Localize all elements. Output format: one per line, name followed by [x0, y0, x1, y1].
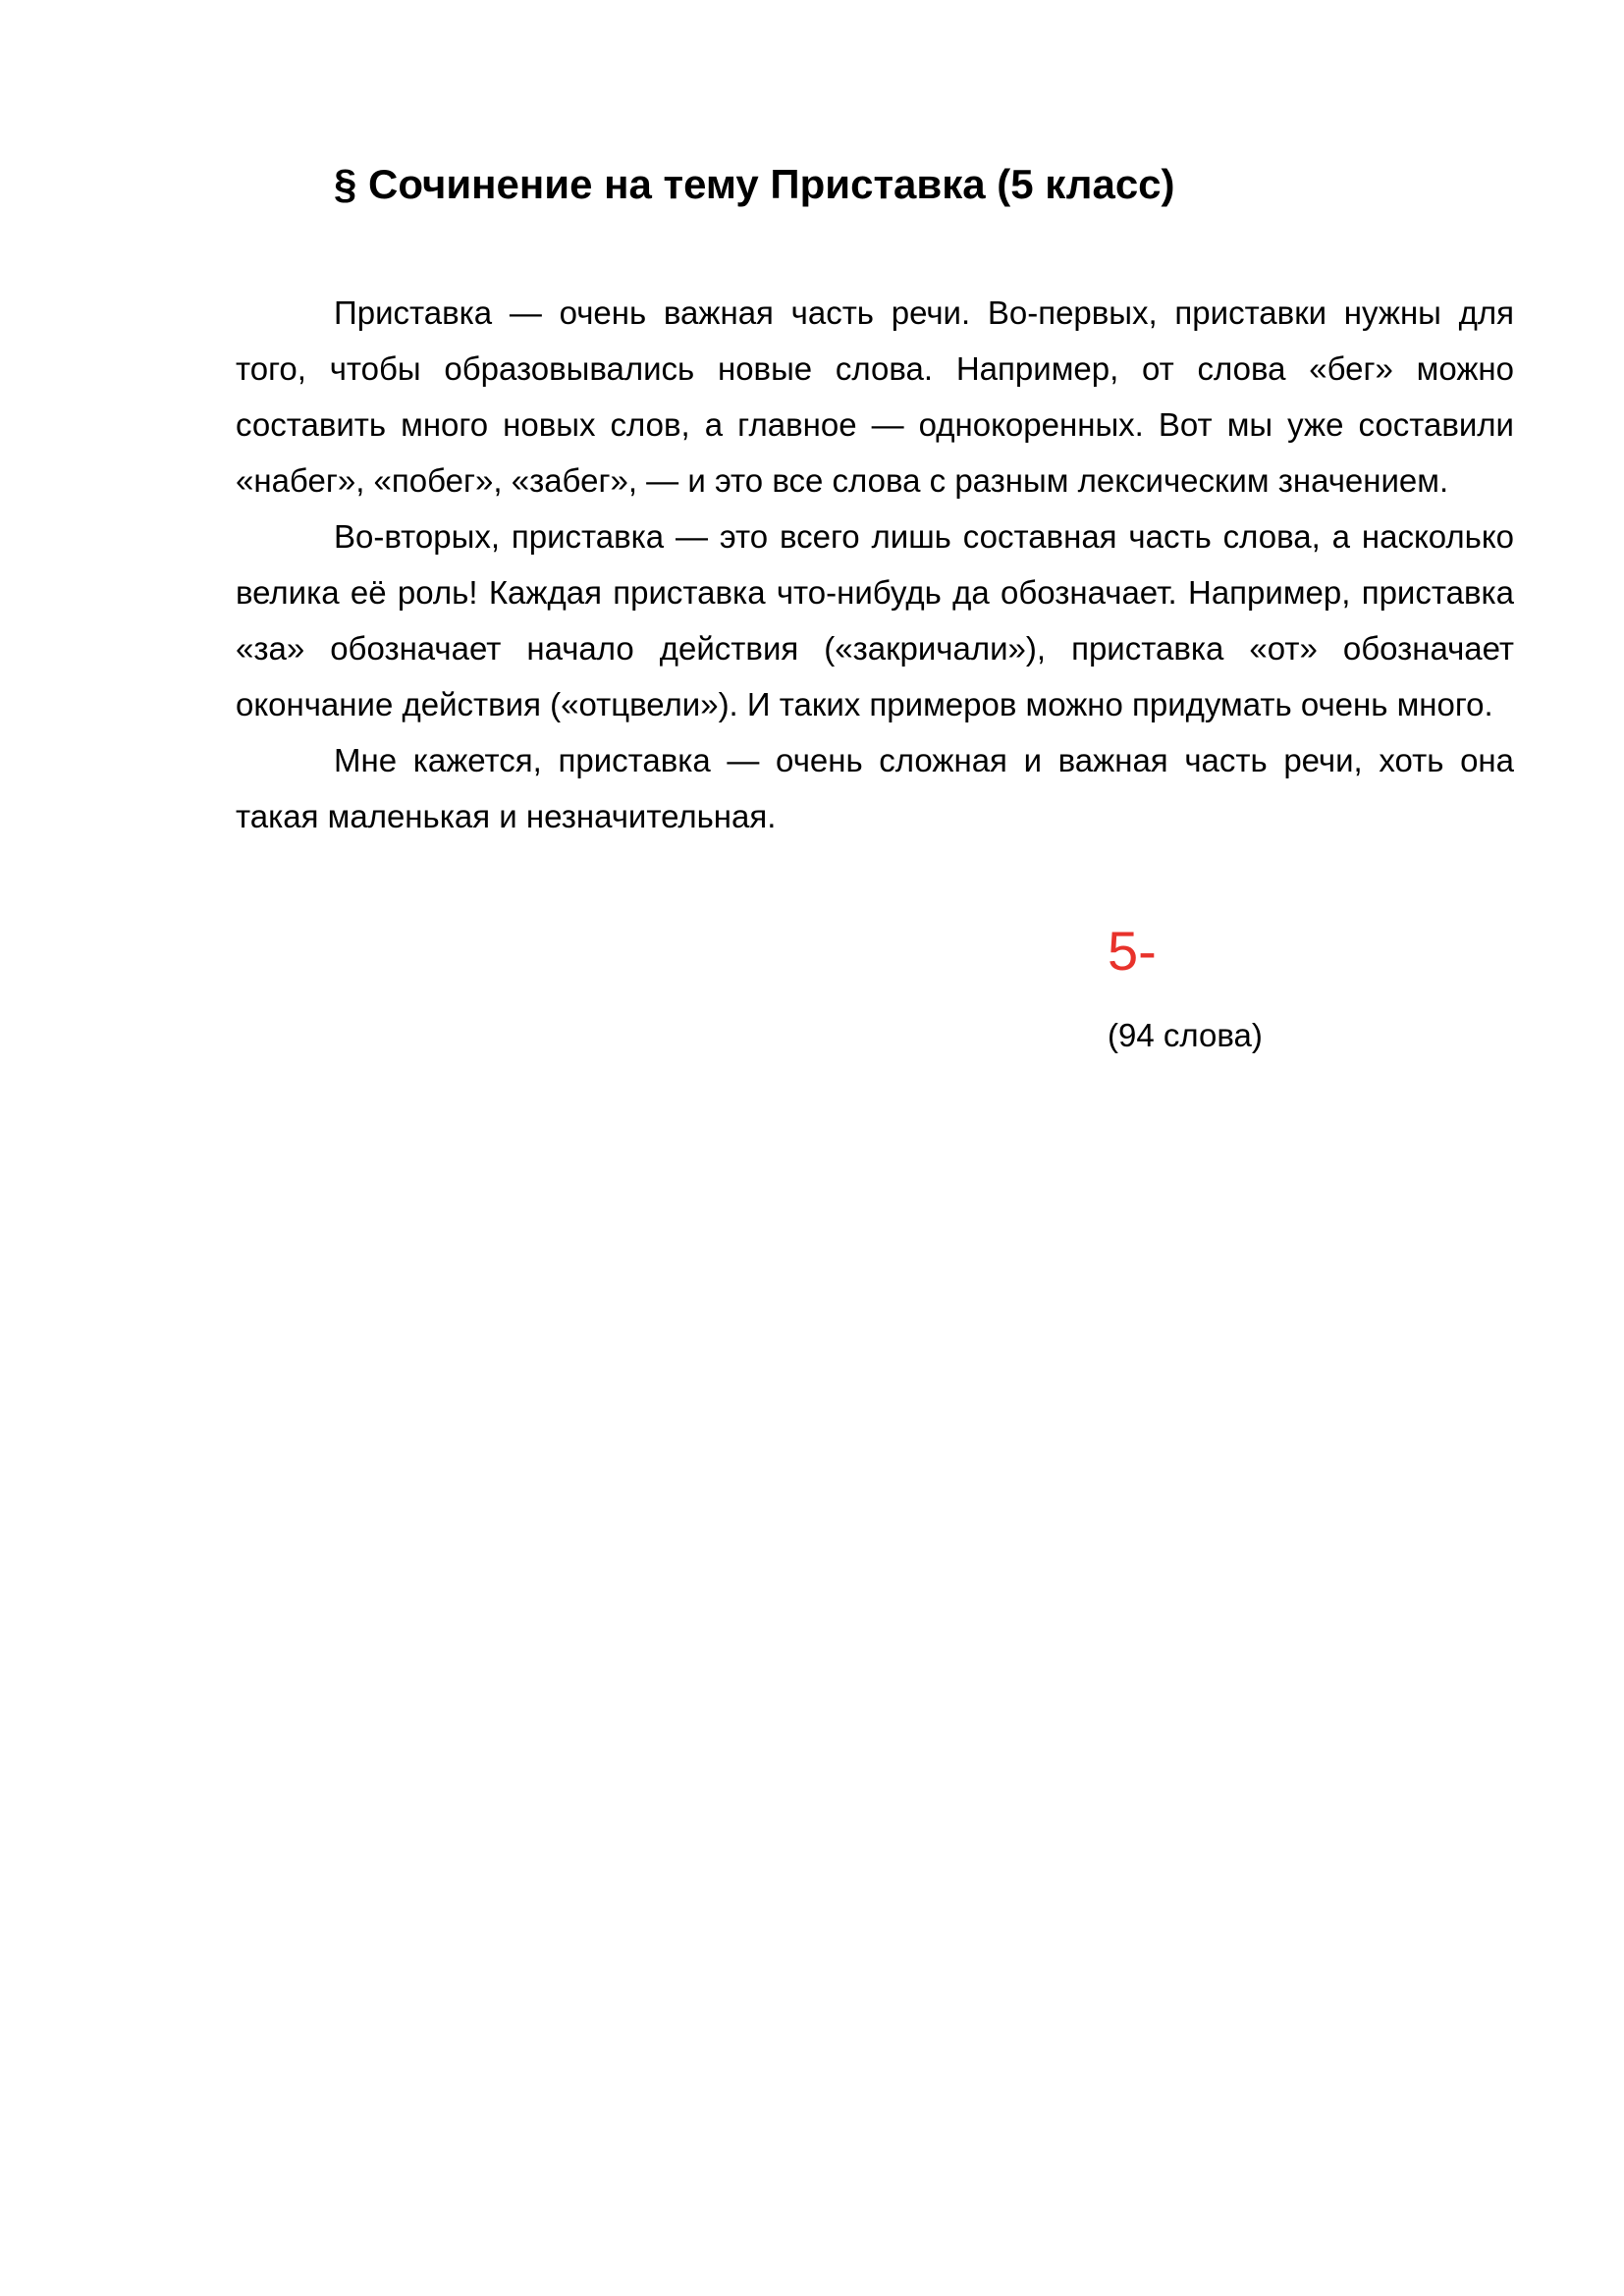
- paragraph-2: Во-вторых, приставка — это всего лишь составная часть слова, а насколько велика её роль! Каждая приставка что-нибудь да обозначает. Например, приставка «за» обозначает начало действия («закричали»), приставка «от» обозначает окончание действия («отцвели»). И таких примеров можно придумать очень много.: [236, 518, 1514, 722]
- word-count: (94 слова): [1108, 1017, 1263, 1053]
- essay-body: [236, 285, 1514, 844]
- paragraph-3: Мне кажется, приставка — очень сложная и важная часть речи, хоть она такая маленькая и незначительная.: [236, 742, 1514, 834]
- grade-mark: 5-: [1108, 920, 1157, 982]
- page-title: § Сочинение на тему Приставка (5 класс): [334, 161, 1175, 207]
- paragraph-1: Приставка — очень важная часть речи. Во-первых, приставки нужны для того, чтобы образовывались новые слова. Например, от слова «бег» можно составить много новых слов, а главное — однокоренных. Вот мы уже составили «набег», «побег», «забег», — и это все слова с разным лексическим значением.: [236, 294, 1514, 499]
